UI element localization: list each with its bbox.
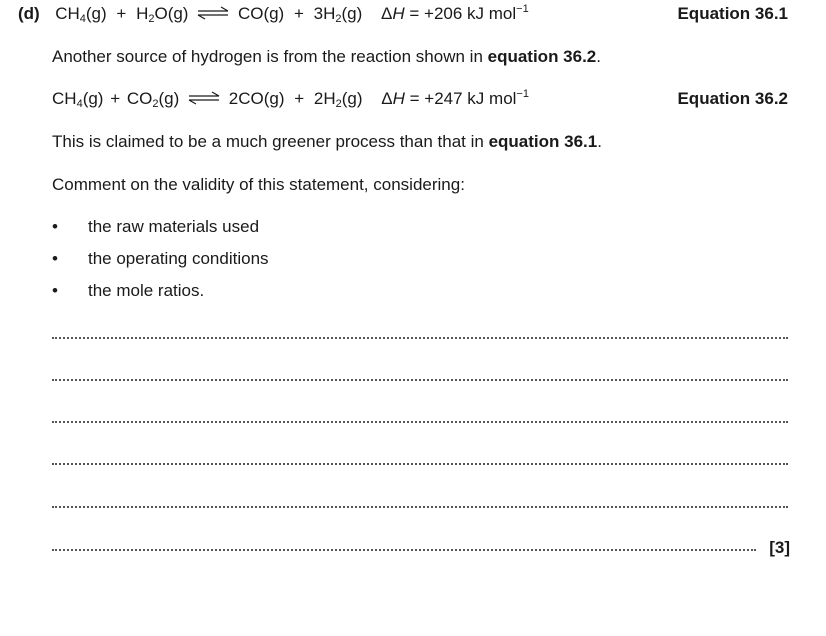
eq2-enthalpy-exp: −1 <box>516 88 529 100</box>
part-label: (d) <box>18 4 40 23</box>
eq2-product1: 2CO(g) <box>228 89 285 108</box>
equilibrium-arrow-icon <box>188 91 220 105</box>
intro-end: . <box>596 47 601 66</box>
bullet-point-icon: • <box>52 217 58 236</box>
bullet-point-icon: • <box>52 249 58 268</box>
marks-label: [3] <box>769 538 790 557</box>
equilibrium-arrow-icon <box>197 6 229 20</box>
equation-36-1-row <box>18 4 529 24</box>
answer-line[interactable] <box>52 379 788 381</box>
eq2-delta-symbol: Δ <box>381 89 393 108</box>
equation-36-1-label: Equation 36.1 <box>677 4 788 23</box>
eq2-reactant2-state: (g) <box>158 89 180 108</box>
eq1-reactant2-sub: 2 <box>148 13 155 25</box>
instruction-text: Comment on the validity of this statement, considering: <box>52 175 465 194</box>
claim-equation-ref: equation 36.1 <box>488 132 598 151</box>
eq1-enthalpy-exp: −1 <box>516 3 529 15</box>
answer-line[interactable] <box>52 337 788 339</box>
eq1-enthalpy-value: = +206 kJ mol <box>409 4 517 23</box>
equation-36-2 <box>52 89 529 109</box>
intro-sentence <box>52 47 601 67</box>
eq2-plus2: + <box>294 89 305 108</box>
eq2-reactant2-sub: 2 <box>152 98 159 110</box>
answer-line[interactable] <box>52 421 788 423</box>
claim-text: This is claimed to be a much greener process than that in <box>52 132 489 151</box>
intro-equation-ref: equation 36.2 <box>487 47 597 66</box>
eq1-product1: CO(g) <box>237 4 285 23</box>
eq1-enthalpy-var: H <box>392 4 405 23</box>
equation-36-2-label: Equation 36.2 <box>677 89 788 108</box>
eq2-reactant1-state: (g) <box>82 89 104 108</box>
eq2-product2: 2H <box>313 89 336 108</box>
eq1-product2-sub: 2 <box>335 13 342 25</box>
eq2-enthalpy-value: = +247 kJ mol <box>409 89 517 108</box>
eq2-enthalpy <box>381 89 529 108</box>
answer-line[interactable] <box>52 549 756 551</box>
bullet-point-icon: • <box>52 281 58 300</box>
eq2-enthalpy-var: H <box>392 89 405 108</box>
eq1-plus2: + <box>293 4 304 23</box>
eq1-enthalpy <box>381 4 529 23</box>
bullet-mole-ratios: the mole ratios. <box>88 281 205 300</box>
eq1-reactant1-state: (g) <box>85 4 107 23</box>
eq1-reactant2-rest: O(g) <box>154 4 189 23</box>
eq1-product2: 3H <box>313 4 336 23</box>
eq1-product2-state: (g) <box>341 4 363 23</box>
eq2-reactant1: CH <box>52 89 77 108</box>
eq2-product2-state: (g) <box>341 89 363 108</box>
eq2-reactant1-sub: 4 <box>76 98 83 110</box>
eq2-product2-sub: 2 <box>335 98 342 110</box>
eq1-plus1: + <box>116 4 127 23</box>
bullet-raw-materials: the raw materials used <box>88 217 260 236</box>
equation-36-1 <box>55 4 529 24</box>
answer-line[interactable] <box>52 463 788 465</box>
answer-line[interactable] <box>52 506 788 508</box>
eq1-reactant1-sub: 4 <box>79 13 86 25</box>
eq1-reactant2: H <box>136 4 149 23</box>
bullet-operating-conditions: the operating conditions <box>88 249 269 268</box>
claim-end: . <box>597 132 602 151</box>
eq2-plus1: + <box>110 89 121 108</box>
intro-text: Another source of hydrogen is from the reaction shown in <box>52 47 488 66</box>
eq1-reactant1: CH <box>55 4 80 23</box>
claim-sentence <box>52 132 602 152</box>
eq2-reactant2: CO <box>126 89 153 108</box>
eq1-delta-symbol: Δ <box>381 4 393 23</box>
